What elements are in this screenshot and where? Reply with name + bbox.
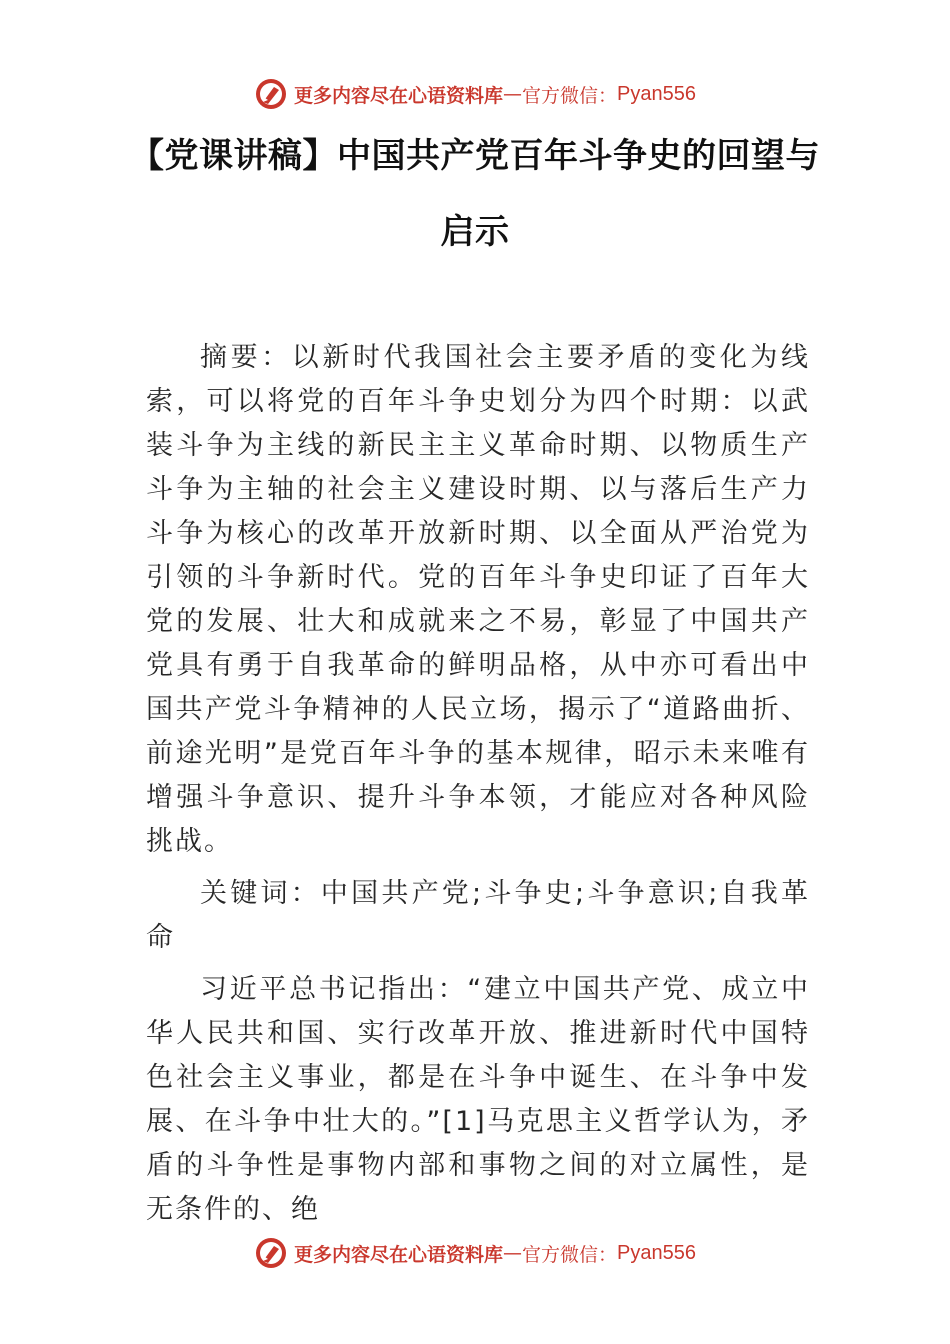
banner-text: 更多内容尽在心语资料库	[294, 84, 504, 107]
document-title: 【党课讲稿】中国共产党百年斗争史的回望与启示	[130, 136, 820, 252]
banner-wechat-id: Pyan556	[617, 82, 696, 105]
header-banner	[0, 74, 950, 114]
abstract-paragraph: 摘要：以新时代我国社会主要矛盾的变化为线索，可以将党的百年斗争史划分为四个时期：以武装斗争为主线的新民主主义革命时期、以物质生产斗争为主轴的社会主义建设时期、以与落后生产力斗争为核心的改革开放新时期、以全面从严治党为引领的斗争新时代。党的百年斗争史印证了百年大党的发展、壮大和成就来之不易，彰显了中国共产党具有勇于自我革命的鲜明品格，从中亦可看出中国共产党斗争精神的人民立场，揭示了“道路曲折、前途光明”是党百年斗争的基本规律，昭示未来唯有增强斗争意识、提升斗争本领，才能应对各种风险挑战。	[146, 342, 810, 857]
footer-banner	[0, 1233, 950, 1273]
banner-wechat-label: 官方微信：	[522, 1243, 618, 1266]
keywords-paragraph: 关键词：中国共产党;斗争史;斗争意识;自我革命	[146, 878, 810, 953]
document-body	[146, 336, 810, 1232]
banner-dash: —	[503, 83, 523, 105]
banner-text: 更多内容尽在心语资料库	[294, 1243, 504, 1266]
intro-paragraph: 习近平总书记指出：“建立中国共产党、成立中华人民共和国、实行改革开放、推进新时代中国特色社会主义事业，都是在斗争中诞生、在斗争中发展、在斗争中壮大的。”[1]马克思主义哲学认为，矛盾的斗争性是事物内部和事物之间的对立属性，是无条件的、绝	[146, 974, 810, 1225]
banner-dash: —	[503, 1242, 523, 1264]
pen-logo-icon	[254, 77, 288, 111]
banner-wechat-id: Pyan556	[617, 1241, 696, 1264]
pen-logo-icon	[254, 1236, 288, 1270]
banner-wechat-label: 官方微信：	[522, 84, 618, 107]
